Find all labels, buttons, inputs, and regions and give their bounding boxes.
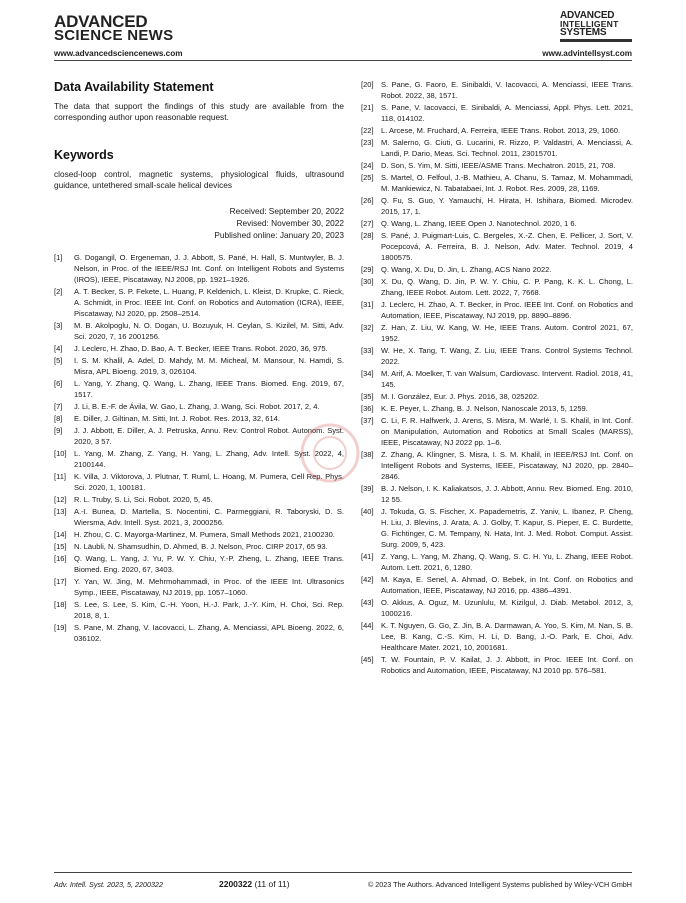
reference-number: [42]: [361, 575, 374, 585]
reference-number: [11]: [54, 472, 67, 482]
published-date: Published online: January 20, 2023: [214, 230, 344, 240]
reference-text: B. J. Nelson, I. K. Kaliakatsos, J. J. Abbott, Annu. Rev. Biomed. Eng. 2010, 12 55.: [381, 484, 633, 505]
logo-bar: [560, 39, 632, 42]
reference-item: [361, 575, 633, 597]
reference-number: [30]: [361, 277, 374, 287]
reference-text: G. Dogangil, O. Ergeneman, J. J. Abbott, S. Pané, H. Hall, S. Muntwyler, B. J. Nelson, in Proc. of the IEEE/RSJ Int. Conf. on Intelligent Robots and Systems (IROS), IEEE, Piscataway, NJ 2008, pp. 1921–1926.: [74, 253, 344, 284]
reference-text: J. Li, B. E.-F. de Ávila, W. Gao, L. Zhang, J. Wang, Sci. Robot. 2017, 2, 4.: [74, 401, 320, 411]
reference-number: [43]: [361, 598, 374, 608]
reference-text: N. Läubli, N. Shamsudhin, D. Ahmed, B. J. Nelson, Proc. CIRP 2017, 65 93.: [74, 542, 328, 552]
reference-number: [35]: [361, 392, 374, 402]
reference-text: A. T. Becker, S. P. Fekete, L. Huang, P. Keldenich, L. Kleist, D. Krupke, C. Rieck, A. Schmidt, in Proc. IEEE Int. Conf. on Robotics and Automation (ICRA), IEEE, Piscataway, NJ 2020, pp. 2508–2514.: [74, 286, 344, 318]
reference-text: Z. Han, Z. Liu, W. Kang, W. He, IEEE Trans. Autom. Control 2021, 67, 1952.: [381, 323, 633, 344]
article-dates: [54, 205, 344, 241]
reference-text: L. Yang, Y. Zhang, Q. Wang, L. Zhang, IEEE Trans. Biomed. Eng. 2019, 67, 1517.: [74, 378, 344, 399]
reference-number: [17]: [54, 577, 67, 587]
reference-item: [361, 103, 633, 125]
header-rule: [54, 60, 632, 61]
reference-item: [54, 577, 344, 599]
reference-item: [361, 392, 633, 403]
footer-citation: Adv. Intell. Syst. 2023, 5, 2200322: [54, 880, 163, 889]
reference-number: [3]: [54, 320, 63, 330]
footer-copyright: © 2023 The Authors. Advanced Intelligent Systems published by Wiley-VCH GmbH: [367, 880, 632, 889]
reference-item: [54, 507, 344, 529]
reference-number: [45]: [361, 655, 374, 664]
reference-text: Q. Wang, L. Yang, J. Yu, P. W. Y. Chiu, Y.-P. Zheng, L. Zhang, IEEE Trans. Biomed. Eng. 2020, 67, 3403.: [74, 554, 344, 575]
reference-item: [361, 404, 633, 415]
reference-number: [4]: [54, 343, 63, 353]
reference-number: [21]: [361, 103, 374, 112]
reference-item: [54, 321, 344, 343]
reference-item: [361, 598, 633, 620]
data-availability-text: The data that support the findings of this study are available from the corresponding author upon reasonable request.: [54, 101, 344, 122]
reference-item: [54, 287, 344, 320]
reference-text: X. Du, Q. Wang, D. Jin, P. W. Y. Chiu, C. P. Pang, K. K. L. Chong, L. Zhang, IEEE Robot. Autom. Lett. 2022, 7, 7668.: [381, 277, 633, 298]
reference-number: [18]: [54, 600, 67, 610]
data-availability-heading: Data Availability Statement: [54, 80, 214, 94]
reference-item: [361, 231, 633, 264]
reference-number: [10]: [54, 449, 67, 459]
reference-text: C. Li, F. R. Halfwerk, J. Arens, S. Misra, M. Warlé, I. S. Khalil, in Int. Conf. on Manipulation, Automation and Robotics at Small Scales (MARSS), IEEE, Piscataway, NJ 2022 pp. 1–6.: [381, 416, 633, 448]
journal-logo-left: [54, 14, 173, 43]
reference-number: [13]: [54, 507, 67, 517]
keywords-text: closed-loop control, magnetic systems, physiological fluids, ultrasound guidance, untethered small-scale helical devices: [54, 169, 344, 190]
reference-text: Y. Yan, W. Jing, M. Mehrmohammadi, in Proc. of the IEEE Int. Ultrasonics Symp., IEEE, Piscataway, NJ 2019, pp. 1057–1060.: [74, 577, 344, 598]
footer-page: [219, 879, 290, 889]
reference-item: [54, 379, 344, 401]
reference-text: H. Zhou, C. C. Mayorga-Martinez, M. Pumera, Small Methods 2021, 2100230.: [74, 530, 335, 540]
logo-line-2: SCIENCE NEWS: [54, 27, 174, 44]
reference-text: M. Arif, A. Moelker, T. van Walsum, Cardiovasc. Intervent. Radiol. 2018, 41, 145.: [381, 369, 633, 390]
reference-text: S. Pané, J. Puigmart-Luis, C. Bergeles, X.-Z. Chen, E. Pellicer, J. Sort, V. Pocepcová, A. Ferreira, B. J. Nelson, Adv. Mater. Technol. 2019, 4 1800575.: [381, 231, 633, 263]
reference-number: [12]: [54, 495, 67, 505]
reference-number: [24]: [361, 161, 374, 171]
reference-text: J. Tokuda, G. S. Fischer, X. Papademetris, Z. Yaniv, L. Ibanez, P. Cheng, H. Liu, J. Blevins, J. Arata, A. J. Golby, T. Kapur, S. Pieper, E. C. Burdette, G. Fichtinger, C. M. Tempany, N. Hata, Int. J. Med. Robot. Comput. Assist. Surg. 2009, 5, 423.: [381, 507, 633, 549]
reference-number: [26]: [361, 196, 374, 206]
reference-text: O. Akkus, A. Oguz, M. Uzunlulu, M. Kizilgul, J. Diab. Metabol. 2012, 3, 1000216.: [381, 598, 633, 618]
reference-text: R. L. Truby, S. Li, Sci. Robot. 2020, 5, 45.: [74, 495, 213, 505]
reference-number: [14]: [54, 530, 67, 540]
reference-text: Q. Wang, X. Du, D. Jin, L. Zhang, ACS Nano 2022.: [381, 265, 552, 275]
footer-page-of: (11 of 11): [254, 879, 290, 889]
reference-text: I. S. M. Khalil, A. Adel, D. Mahdy, M. M. Micheal, M. Mansour, N. Hamdi, S. Misra, APL Bioeng. 2019, 3, 026104.: [74, 355, 344, 376]
reference-text: K. Villa, J. Viktorova, J. Plutnar, T. Ruml, L. Hoang, M. Pumera, Cell Rep. Phys. Sci. 2020, 1, 100181.: [74, 472, 344, 492]
reference-number: [37]: [361, 416, 374, 426]
reference-text: S. Pane, V. Iacovacci, E. Sinibaldi, A. Menciassi, Appl. Phys. Lett. 2021, 118, 014102.: [381, 103, 633, 123]
keywords-heading: Keywords: [54, 148, 114, 162]
reference-text: Z. Yang, L. Yang, M. Zhang, Q. Wang, S. C. H. Yu, L. Zhang, IEEE Robot. Autom. Lett. 2021, 6, 1280.: [381, 552, 633, 572]
reference-text: W. He, X. Tang, T. Wang, Z. Liu, IEEE Trans. Control Systems Technol. 2022.: [381, 346, 633, 367]
url-left[interactable]: www.advancedsciencenews.com: [54, 49, 183, 58]
reference-text: K. E. Peyer, L. Zhang, B. J. Nelson, Nanoscale 2013, 5, 1259.: [381, 404, 588, 414]
reference-item: [54, 356, 344, 378]
reference-text: S. Pane, G. Faoro, E. Sinibaldi, V. Iacovacci, A. Menciassi, IEEE Trans. Robot. 2022, 38, 1571.: [381, 80, 633, 100]
reference-text: L. Arcese, M. Fruchard, A. Ferreira, IEEE Trans. Robot. 2013, 29, 1060.: [381, 126, 621, 135]
reference-text: M. B. Akolpoglu, N. O. Dogan, U. Bozuyuk, H. Ceylan, S. Kizilel, M. Sitti, Adv. Sci. 2020, 7, 16 2001256.: [74, 320, 344, 341]
reference-text: S. Pane, M. Zhang, V. Iacovacci, L. Zhang, A. Menciassi, APL Bioeng. 2022, 6, 036102.: [74, 623, 344, 644]
reference-item: [361, 655, 633, 677]
reference-item: [361, 323, 633, 345]
reference-item: [54, 554, 344, 576]
reference-item: [361, 369, 633, 391]
references-list-right: [361, 80, 633, 677]
reference-item: [361, 126, 633, 137]
reference-item: [54, 530, 344, 541]
reference-text: Q. Fu, S. Guo, Y. Yamauchi, H. Hirata, H. Ishihara, Biomed. Microdev. 2015, 17, 1.: [381, 196, 633, 217]
reference-number: [9]: [54, 426, 63, 436]
received-date: Received: September 20, 2022: [229, 206, 344, 216]
reference-text: M. Kaya, E. Senel, A. Ahmad, O. Bebek, in Int. Conf. on Robotics and Automation, IEEE, Piscataway, NJ 2016, pp. 4386–4391.: [381, 575, 633, 595]
reference-text: L. Yang, M. Zhang, Z. Yang, H. Yang, L. Zhang, Adv. Intell. Syst. 2022, 4, 2100144.: [74, 449, 344, 469]
reference-text: J. Leclerc, H. Zhao, A. T. Becker, in Proc. IEEE Int. Conf. on Robotics and Automation, IEEE, Piscataway, NJ 2019, pp. 8890–8896.: [381, 300, 633, 321]
reference-number: [31]: [361, 300, 374, 310]
reference-number: [1]: [54, 253, 63, 262]
reference-number: [19]: [54, 623, 67, 633]
reference-text: K. T. Nguyen, G. Go, Z. Jin, B. A. Darmawan, A. Yoo, S. Kim, M. Nan, S. B. Lee, B. Kang, C.-S. Kim, H. Li, D. Bang, J.-O. Park, E. Choi, Adv. Healthcare Mater. 2021, 10, 2001681.: [381, 621, 633, 652]
reference-number: [40]: [361, 507, 374, 517]
reference-item: [361, 300, 633, 322]
reference-item: [361, 450, 633, 483]
right-column: [361, 80, 633, 678]
reference-number: [5]: [54, 355, 63, 365]
reference-number: [29]: [361, 265, 374, 275]
journal-logo-right: [560, 11, 632, 42]
reference-text: M. Salerno, G. Ciuti, G. Lucarini, R. Rizzo, P. Valdastri, A. Menciassi, A. Landi, P. Dario, Meas. Sci. Technol. 2011, 23015701.: [381, 138, 633, 158]
reference-item: [361, 138, 633, 160]
reference-number: [22]: [361, 126, 374, 135]
reference-item: [54, 344, 344, 355]
reference-number: [27]: [361, 219, 374, 229]
reference-item: [361, 484, 633, 506]
reference-item: [54, 600, 344, 622]
reference-item: [361, 80, 633, 102]
reference-item: [361, 621, 633, 654]
reference-number: [6]: [54, 378, 63, 388]
reference-text: D. Son, S. Yim, M. Sitti, IEEE/ASME Trans. Mechatron. 2015, 21, 708.: [381, 161, 616, 171]
reference-item: [361, 507, 633, 551]
reference-item: [361, 346, 633, 368]
reference-number: [41]: [361, 552, 374, 562]
revised-date: Revised: November 30, 2022: [236, 218, 344, 228]
reference-number: [20]: [361, 80, 374, 89]
reference-item: [361, 416, 633, 449]
reference-text: Q. Wang, L. Zhang, IEEE Open J. Nanotechnol. 2020, 1 6.: [381, 219, 577, 229]
reference-text: J. J. Abbott, E. Diller, A. J. Petruska, Annu. Rev. Control Robot. Autonom. Syst. 2020, 3 57.: [74, 426, 344, 446]
left-column: [54, 80, 344, 646]
watermark-seal: [295, 418, 365, 488]
reference-number: [8]: [54, 414, 63, 423]
reference-item: [361, 552, 633, 574]
reference-item: [54, 495, 344, 506]
reference-text: T. W. Fountain, P. V. Kailat, J. J. Abbott, in Proc. IEEE Int. Conf. on Robotics and Automation, IEEE, Piscataway, NJ 2010 pp. 576–581.: [381, 655, 633, 675]
reference-text: S. Martel, O. Felfoul, J.-B. Mathieu, A. Chanu, S. Tamaz, M. Mohammadi, M. Mankiewicz, N. Tabatabaei, Int. J. Robot. Res. 2009, 28, 1169.: [381, 173, 633, 194]
reference-item: [361, 196, 633, 218]
reference-number: [44]: [361, 621, 374, 631]
reference-item: [361, 265, 633, 276]
logo-right-line-1: ADVANCED: [560, 10, 615, 21]
footer-page-id: 2200322: [219, 879, 253, 889]
url-right[interactable]: www.advintellsyst.com: [542, 49, 632, 58]
footer-rule: [54, 872, 632, 873]
reference-number: [36]: [361, 404, 374, 414]
reference-number: [39]: [361, 484, 374, 494]
reference-number: [33]: [361, 346, 374, 356]
reference-number: [2]: [54, 286, 63, 296]
reference-number: [7]: [54, 401, 63, 411]
reference-number: [23]: [361, 138, 374, 148]
reference-text: S. Lee, S. Lee, S. Kim, C.-H. Yoon, H.-J. Park, J.-Y. Kim, H. Choi, Sci. Rep. 2018, 8, 1.: [74, 600, 344, 621]
reference-item: [54, 402, 344, 413]
reference-item: [361, 161, 633, 172]
logo-line-1: ADVANCED: [54, 12, 148, 31]
reference-item: [54, 542, 344, 553]
reference-text: M. I. González, Eur. J. Phys. 2016, 38, 025202.: [381, 392, 540, 402]
reference-text: E. Diller, J. Giltinan, M. Sitti, Int. J. Robot. Res. 2013, 32, 614.: [74, 414, 280, 423]
logo-right-line-3: SYSTEMS: [560, 27, 607, 38]
reference-number: [34]: [361, 369, 374, 379]
reference-number: [28]: [361, 231, 374, 241]
reference-text: Z. Zhang, A. Klingner, S. Misra, I. S. M. Khalil, in IEEE/RSJ Int. Conf. on Intelligent Robots and Systems, IEEE, Piscataway, NJ 2020, pp. 2840–2846.: [381, 450, 633, 482]
reference-number: [38]: [361, 450, 374, 460]
reference-item: [361, 219, 633, 230]
reference-item: [361, 173, 633, 195]
reference-item: [54, 623, 344, 645]
reference-text: J. Leclerc, H. Zhao, D. Bao, A. T. Becker, IEEE Trans. Robot. 2020, 36, 975.: [74, 343, 328, 353]
reference-number: [16]: [54, 554, 67, 564]
reference-number: [25]: [361, 173, 374, 183]
reference-text: A.-I. Bunea, D. Martella, S. Nocentini, C. Parmeggiani, R. Taboryski, D. S. Wiersma, Adv. Intell. Syst. 2021, 3, 2000256.: [74, 507, 344, 528]
reference-item: [361, 277, 633, 299]
logo-right-line-2: INTELLIGENT: [560, 19, 619, 29]
reference-number: [15]: [54, 542, 67, 552]
reference-number: [32]: [361, 323, 374, 333]
reference-item: [54, 253, 344, 286]
